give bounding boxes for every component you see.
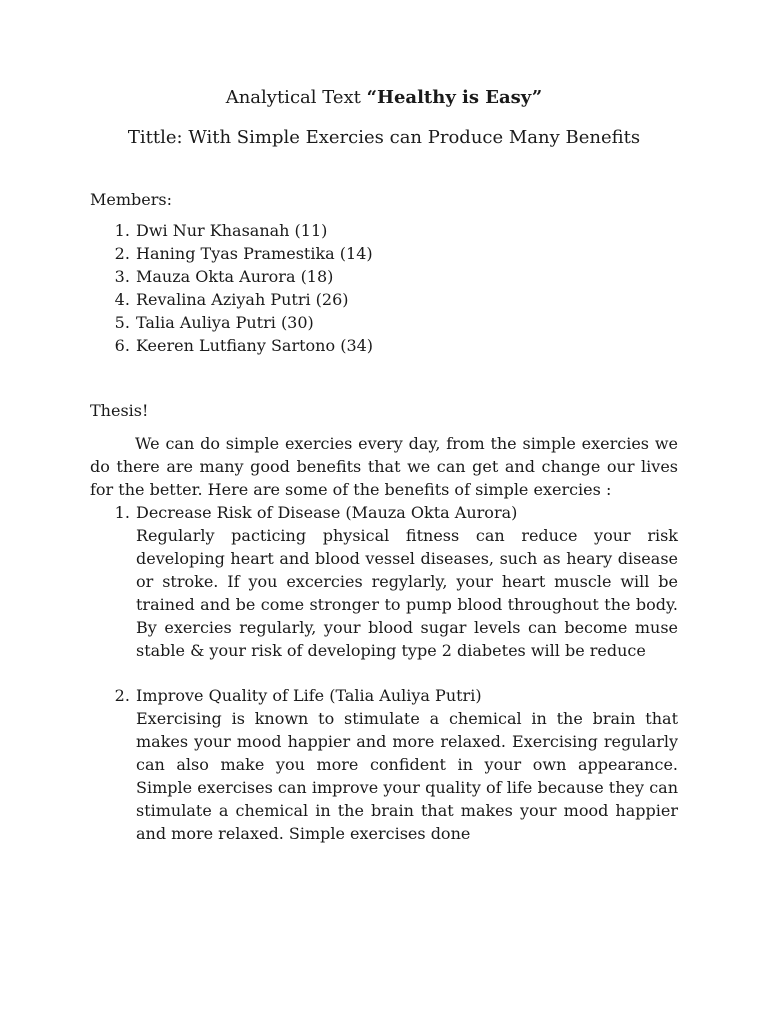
thesis-label: Thesis! xyxy=(90,401,149,420)
member-item: 4. Revalina Aziyah Putri (26) xyxy=(135,288,678,311)
member-item: 5. Talia Auliya Putri (30) xyxy=(135,311,678,334)
member-item: 1. Dwi Nur Khasanah (11) xyxy=(135,219,678,242)
benefits-list xyxy=(90,501,678,845)
members-label: Members: xyxy=(90,190,172,209)
benefit-item xyxy=(135,684,678,845)
members-list xyxy=(90,219,678,357)
thesis-paragraph: We can do simple exercies every day, from the simple exercies we do there are many good benefits that we can get and change our lives for the better. Here are some of the benefits of simple exercies : xyxy=(90,434,678,499)
benefit-heading: 2. Improve Quality of Life (Talia Auliya Putri) xyxy=(136,686,482,705)
benefit-heading: 1. Decrease Risk of Disease (Mauza Okta Aurora) xyxy=(136,503,518,522)
document-title xyxy=(90,86,678,110)
benefit-item xyxy=(135,501,678,662)
benefit-body: Regularly pacticing physical fitness can reduce your risk developing heart and blood vessel diseases, such as heary disease or stroke. If you excercies regylarly, your heart muscle will be trained and be come stronger to pump blood throughout the body. By exercies regularly, your blood sugar levels can become muse stable & your risk of developing type 2 diabetes will be reduce xyxy=(136,526,678,660)
title-bold: “Healthy is Easy” xyxy=(366,87,543,108)
member-item: 2. Haning Tyas Pramestika (14) xyxy=(135,242,678,265)
benefit-body: Exercising is known to stimulate a chemical in the brain that makes your mood happier and more relaxed. Exercising regularly can also make you more confident in your own appearance. Simple exercises can improve your quality of life because they can stimulate a chemical in the brain that makes your mood happier and more relaxed. Simple exercises done xyxy=(136,709,678,843)
document-subtitle: Tittle: With Simple Exercies can Produce Many Benefits xyxy=(127,127,641,148)
title-prefix: Analytical Text xyxy=(225,87,367,108)
member-item: 3. Mauza Okta Aurora (18) xyxy=(135,265,678,288)
member-item: 6. Keeren Lutfiany Sartono (34) xyxy=(135,334,678,357)
document-page xyxy=(90,86,678,867)
